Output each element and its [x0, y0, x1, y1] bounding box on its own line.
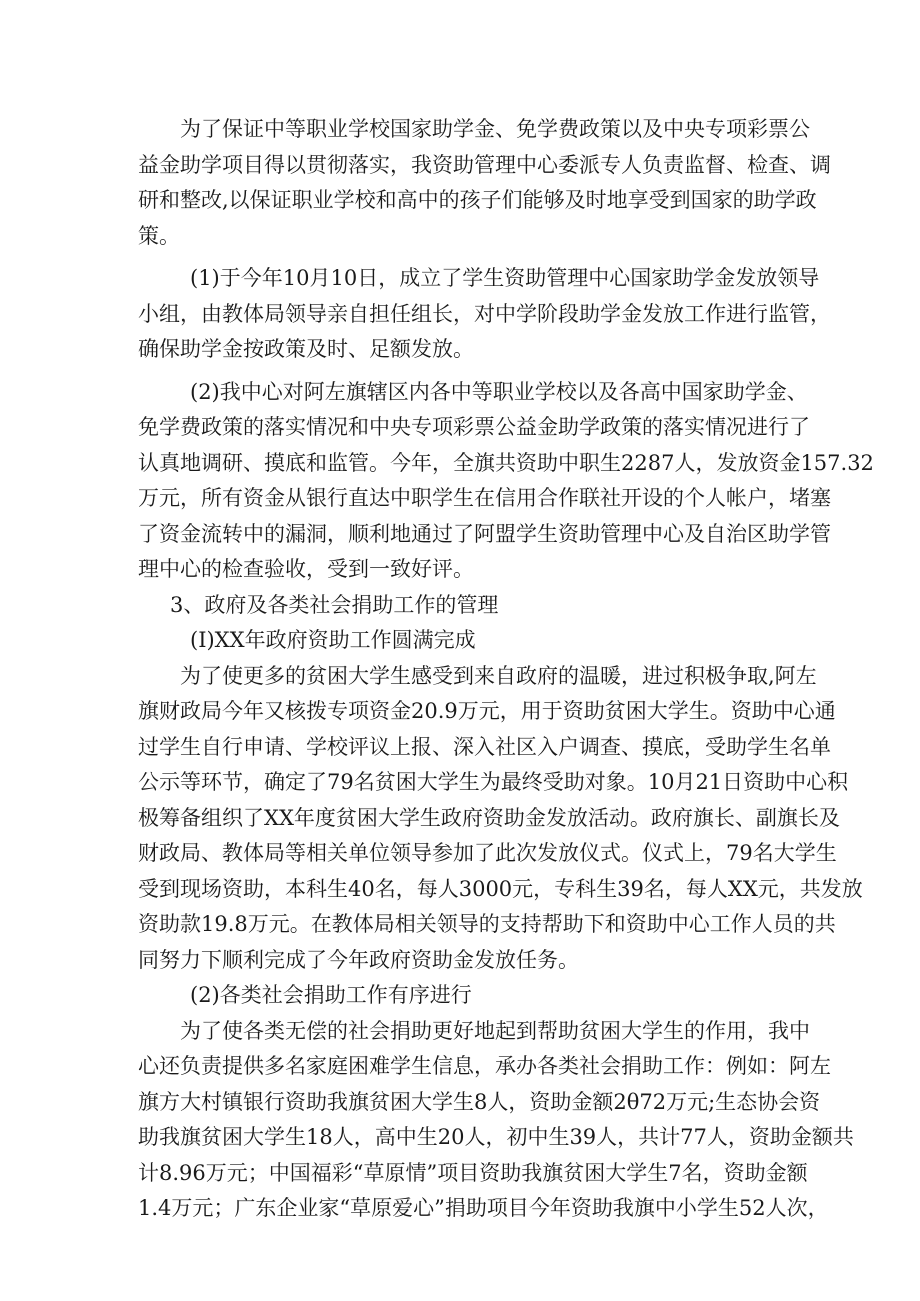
paragraph-government-aid	[138, 659, 863, 979]
text-line: 小组，由教体局领导亲自担任组长，对中学阶段助学金发放工作进行监管，	[138, 301, 831, 326]
heading-text: (2)各类社会捐助工作有序进行	[190, 983, 472, 1007]
text-line: 免学费政策的落实情况和中央专项彩票公益金助学政策的落实情况进行了	[138, 415, 810, 439]
text-line: 研和整改,以保证职业学校和高中的孩子们能够及时地享受到国家的助学政	[138, 188, 817, 212]
text-line: 财政局、教体局等相关单位领导参加了此次发放仪式。仪式上，79名大学生	[138, 841, 837, 865]
subsection-heading-1	[138, 623, 798, 659]
paragraph-social-donations	[138, 1014, 854, 1227]
document-body	[138, 112, 874, 1227]
text-line: 公示等环节，确定了79名贫困大学生为最终受助对象。10月21日资助中心积	[138, 770, 849, 794]
text-line: 万元，所有资金从银行直达中职学生在信用合作联社开设的个人帐户，堵塞	[138, 486, 831, 510]
text-line: 计8.96万元；中国福彩“草原情”项目资助我旗贫困大学生7名，资助金额	[138, 1160, 808, 1185]
text-line: 为了使各类无偿的社会捐助更好地起到帮助贫困大学生的作用，我中	[180, 1018, 810, 1043]
paragraph-intro	[138, 112, 831, 254]
text-line: 理中心的检查验收，受到一致好评。	[138, 557, 474, 581]
text-line: 确保助学金按政策及时、足额发放。	[138, 337, 474, 361]
text-line: 1.4万元；广东企业家“草原爱心”捐助项目今年资助我旗中小学生52人次，	[138, 1196, 829, 1220]
text-line: 为了保证中等职业学校国家助学金、免学费政策以及中央专项彩票公	[180, 117, 810, 141]
text-line: 益金助学项目得以贯彻落实，我资助管理中心委派专人负责监督、检查、调	[138, 152, 831, 177]
section-heading	[138, 588, 798, 624]
text-line: 心还负责提供多名家庭困难学生信息，承办各类社会捐助工作：例如：阿左	[138, 1054, 831, 1078]
heading-text: 3、政府及各类社会捐助工作的管理	[170, 592, 499, 617]
text-line: 了资金流转中的漏洞，顺利地通过了阿盟学生资助管理中心及自治区助学管	[138, 521, 831, 546]
text-line: 认真地调研、摸底和监管。今年，全旗共资助中职生2287人，发放资金157.32	[138, 450, 874, 475]
text-line: 受到现场资助，本科生40名，每人3000元，专科生39名，每人XX元，共发放	[138, 876, 863, 901]
text-line: 过学生自行申请、学校评议上报、深入社区入户调查、摸底，受助学生名单	[138, 734, 831, 759]
subsection-heading-2	[138, 978, 798, 1014]
heading-text: (I)XX年政府资助工作圆满完成	[190, 628, 476, 652]
text-line: 同努力下顺利完成了今年政府资助金发放任务。	[138, 947, 579, 972]
text-line: 旗财政局今年又核拨专项资金20.9万元，用于资助贫困大学生。资助中心通	[138, 699, 836, 723]
text-line: (2)我中心对阿左旗辖区内各中等职业学校以及各高中国家助学金、	[190, 379, 808, 404]
text-line: 助我旗贫困大学生18人，高中生20人，初中生39人，共计77人，资助金额共	[138, 1125, 854, 1149]
text-line: 旗方大村镇银行资助我旗贫困大学生8人，资助金额2θ72万元;生态协会资	[138, 1089, 821, 1114]
text-line: (1)于今年10月10日，成立了学生资助管理中心国家助学金发放领导	[190, 266, 820, 290]
text-line: 资助款19.8万元。在教体局相关领导的支持帮助下和资助中心工作人员的共	[138, 912, 836, 936]
paragraph-item-2	[138, 375, 874, 588]
text-line: 为了使更多的贫困大学生感受到来自政府的温暖，进过积极争取,阿左	[180, 663, 817, 688]
text-line: 极筹备组织了XX年度贫困大学生政府资助金发放活动。政府旗长、副旗长及	[138, 805, 840, 830]
paragraph-item-1	[138, 261, 831, 368]
text-line: 策。	[138, 223, 180, 248]
